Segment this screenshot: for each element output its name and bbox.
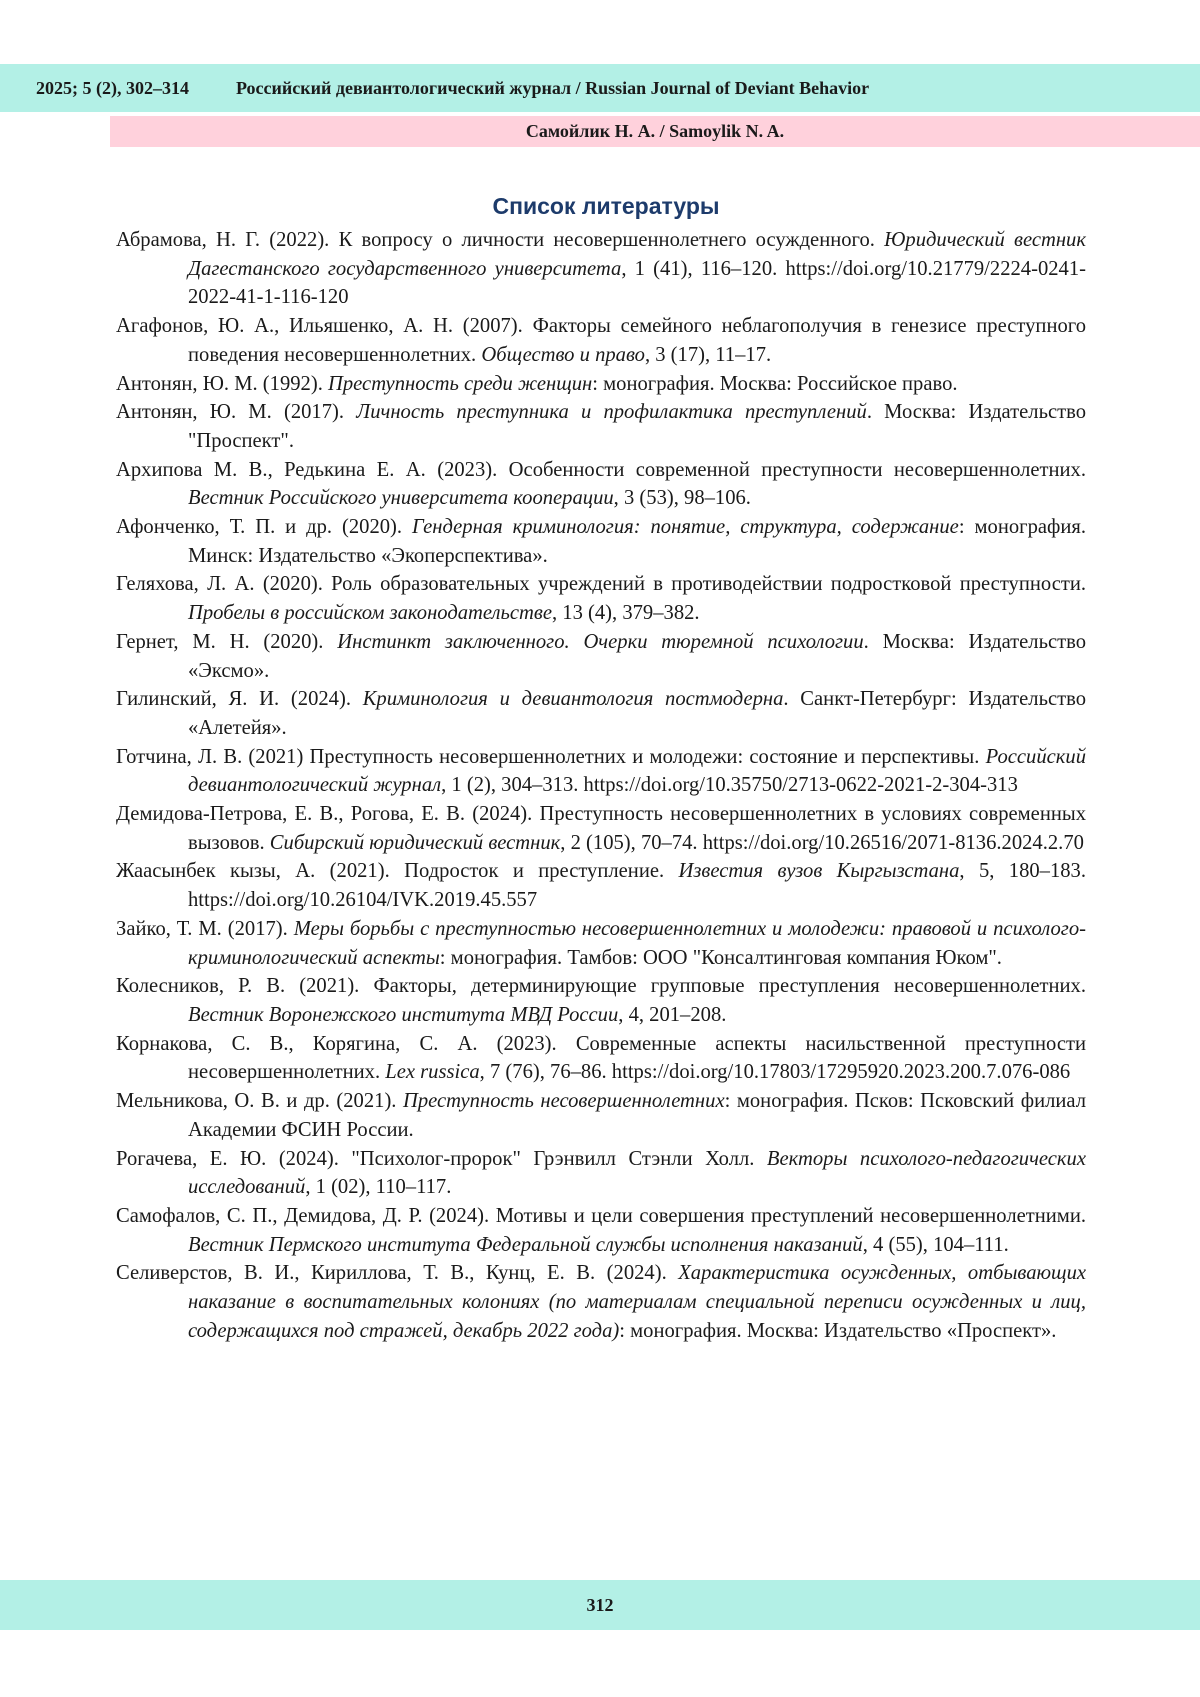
section-title: Список литературы: [492, 193, 720, 219]
reference-item: Архипова М. В., Редькина Е. А. (2023). Особенности современной преступности несовершеннолетних. Вестник Российского университета кооперации, 3 (53), 98–106.: [116, 458, 1086, 510]
reference-item: Антонян, Ю. М. (2017). Личность преступника и профилактика преступлений. Москва: Издательство "Проспект".: [116, 401, 1086, 452]
reference-item: Гилинский, Я. И. (2024). Криминология и девиантология постмодерна. Санкт-Петербург: Издательство «Алетейя».: [116, 688, 1086, 739]
reference-item: Абрамова, Н. Г. (2022). К вопросу о личности несовершеннолетнего осужденного. Юридический вестник Дагестанского государственного университета, 1 (41), 116–120. https://doi.org/10.21779/2224-0241-2022-41-1-116-120: [116, 229, 1086, 309]
reference-item: Готчина, Л. В. (2021) Преступность несовершеннолетних и молодежи: состояние и перспективы. Российский девиантологический журнал, 1 (2), 304–313. https://doi.org/10.35750/2713-0622-2021-2-304-313: [116, 745, 1086, 797]
reference-item: Агафонов, Ю. А., Ильяшенко, А. Н. (2007). Факторы семейного неблагополучия в генезисе преступного поведения несовершеннолетних. Общество и право, 3 (17), 11–17.: [116, 315, 1086, 366]
reference-item: Антонян, Ю. М. (1992). Преступность среди женщин: монография. Москва: Российское право.: [116, 372, 958, 395]
reference-item: Самофалов, С. П., Демидова, Д. Р. (2024). Мотивы и цели совершения преступлений несовершеннолетними. Вестник Пермского института Федеральной службы исполнения наказаний, 4 (55), 104–111.: [116, 1204, 1086, 1256]
author-header: [110, 116, 1200, 147]
reference-list: [116, 226, 1086, 1345]
reference-item: Рогачева, Е. Ю. (2024). "Психолог-пророк" Грэнвилл Стэнли Холл. Векторы психолого-педагогических исследований, 1 (02), 110–117.: [116, 1147, 1086, 1199]
reference-item: Колесников, Р. В. (2021). Факторы, детерминирующие групповые преступления несовершеннолетних. Вестник Воронежского института МВД России, 4, 201–208.: [116, 975, 1086, 1026]
reference-item: Демидова-Петрова, Е. В., Рогова, Е. В. (2024). Преступность несовершеннолетних в условиях современных вызовов. Сибирский юридический вестник, 2 (105), 70–74. https://doi.org/10.26516/2071-8136.2024.2.70: [116, 803, 1086, 854]
reference-item: Корнакова, С. В., Корягина, С. А. (2023). Современные аспекты насильственной преступности несовершеннолетних. Lex russica, 7 (76), 76–86. https://doi.org/10.17803/17295920.2023.200.7.076-086: [116, 1032, 1086, 1084]
reference-item: Гернет, М. Н. (2020). Инстинкт заключенного. Очерки тюремной психологии. Москва: Издательство «Эксмо».: [116, 630, 1086, 682]
page-number: 312: [586, 1594, 614, 1615]
reference-item: Мельникова, О. В. и др. (2021). Преступность несовершеннолетних: монография. Псков: Псковский филиал Академии ФСИН России.: [116, 1090, 1086, 1141]
journal-title: Российский девиантологический журнал / Russian Journal of Deviant Behavior: [236, 77, 870, 98]
page-footer: [0, 1580, 1200, 1630]
reference-item: Афонченко, Т. П. и др. (2020). Гендерная криминология: понятие, структура, содержание: монография. Минск: Издательство «Экоперспектива».: [116, 516, 1087, 567]
issue-info: 2025; 5 (2), 302–314: [36, 77, 189, 98]
reference-item: Зайко, Т. М. (2017). Меры борьбы с преступностью несовершеннолетних и молодежи: правовой и психолого-криминологический аспекты: монография. Тамбов: ООО "Консалтинговая компания Юком".: [116, 917, 1086, 969]
running-header: [0, 64, 1200, 112]
author-name: Самойлик Н. А. / Samoylik N. A.: [525, 121, 785, 141]
reference-item: Жаасынбек кызы, А. (2021). Подросток и преступление. Известия вузов Кыргызстана, 5, 180–183. https://doi.org/10.26104/IVK.2019.45.557: [116, 860, 1086, 912]
reference-item: Селиверстов, В. И., Кириллова, Т. В., Кунц, Е. В. (2024). Характеристика осужденных, отбывающих наказание в воспитательных колониях (по материалам специальной переписи осужденных и лиц, содержащихся под стражей, декабрь 2022 года): монография. Москва: Издательство «Проспект».: [116, 1262, 1087, 1342]
reference-item: Геляхова, Л. А. (2020). Роль образовательных учреждений в противодействии подростковой преступности. Пробелы в российском законодательстве, 13 (4), 379–382.: [116, 573, 1086, 625]
